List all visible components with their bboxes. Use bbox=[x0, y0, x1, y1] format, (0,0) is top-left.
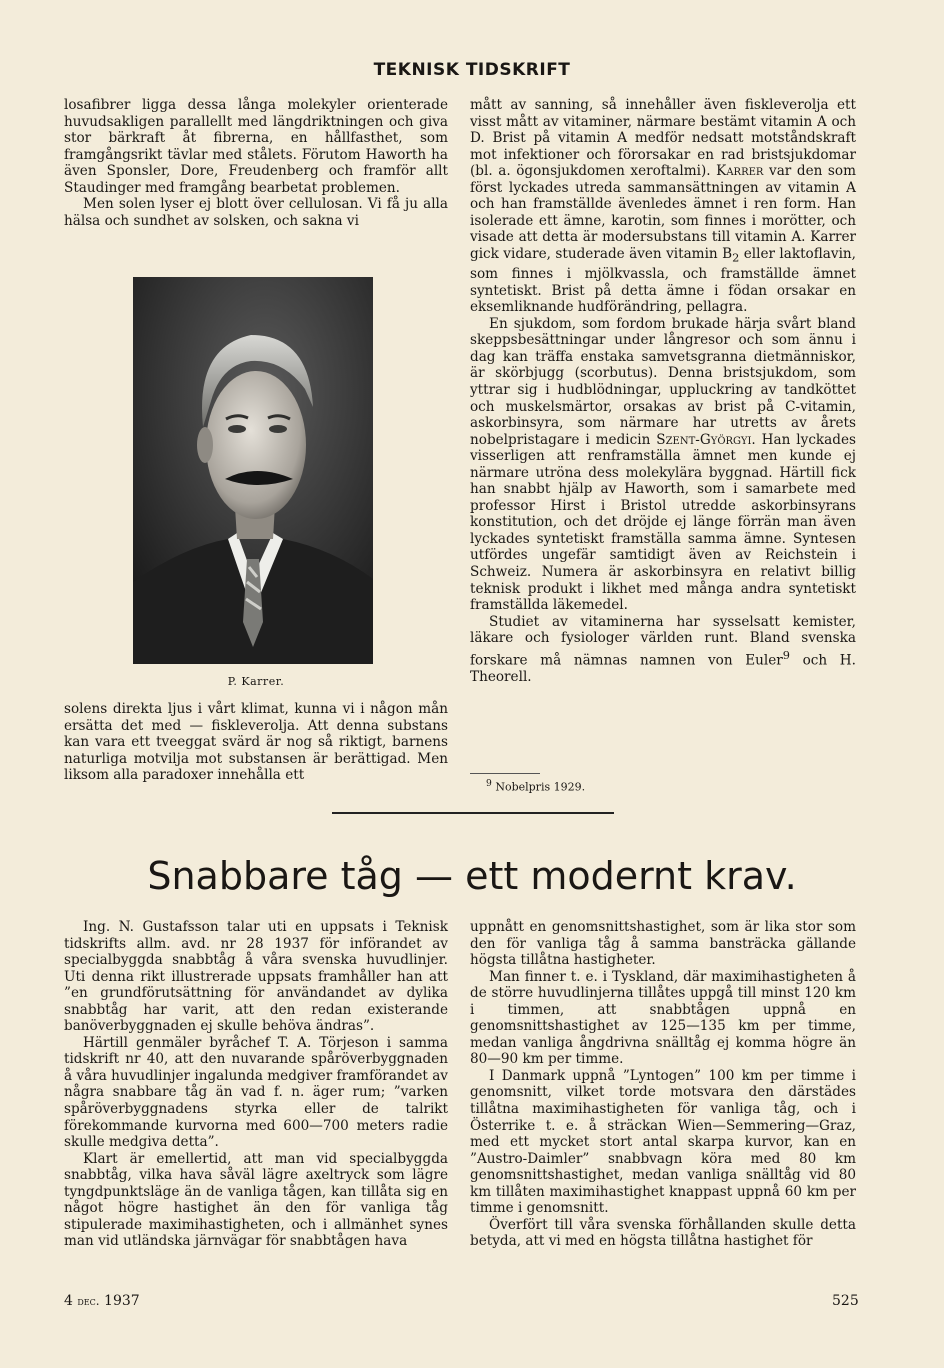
article-headline: Snabbare tåg — ett modernt krav. bbox=[147, 854, 797, 898]
portrait-photo bbox=[133, 277, 373, 664]
paragraph: Ing. N. Gustafsson talar uti en uppsats i Teknisk tidskrifts allm. avd. nr 28 1937 för införandet av specialbyggda snabbtåg å våra svenska huvudlinjer. Uti denna rikt illustrerade uppsats framhåller han att ”en grundförutsättning för användandet av dylika snabbtåg har varit, att den redan existerande banöverbyggnaden ej skulle behöva ändras”. bbox=[64, 919, 448, 1035]
paragraph: losafibrer ligga dessa långa molekyler orienterade huvudsakligen parallellt med längdriktningen och giva stor bärkraft åt fibrerna, en hållfasthet, som framgångsrikt tävlar med stålets. Förutom Haworth ha även Sponsler, Dore, Freudenberg och framför allt Staudinger med framgång bearbetat problemen. bbox=[64, 97, 448, 196]
paragraph: Man finner t. e. i Tyskland, där maximihastigheten å de större huvudlinjerna tillåtes uppgå till minst 120 km i timmen, att snabbtågen uppnå en genomsnittshastighet av 125—135 km per timme, medan vanliga ångdrivna snälltåg ej komma högre än 80—90 km per timme. bbox=[470, 968, 856, 1068]
issue-date: 4 dec. 1937 bbox=[64, 1293, 140, 1309]
paragraph: uppnått en genomsnittshastighet, som är lika stor som den för vanliga tåg å samma bansträcka gällande högsta tillåtna hastigheter. bbox=[470, 919, 856, 969]
paragraph: Överfört till våra svenska förhållanden skulle detta betyda, att vi med en högsta tillåtna hastighet för bbox=[470, 1216, 856, 1250]
name-karrer: Karrer bbox=[716, 163, 764, 180]
section-divider bbox=[332, 812, 614, 814]
paragraph: mått av sanning, så innehåller även fiskleverolja ett visst mått av vitaminer, närmare bestämt vitamin A och D. Brist på vitamin A medför nedsatt motståndskraft mot infektioner och förorsakar en rad bristsjukdomar (bl. a. ögonsjukdomen xeroftalmi). Karrer var den som först lyckades utreda sammansättningen av vitamin A och han framställde ävenledes ämnet i ren form. Han isolerade ett ämne, karotin, som finnes i morötter, och visade att detta är modersubstans till vitamin A. Karrer gick vidare, studerade även vitamin $B_2$ eller laktoflavin, som finnes i mjölkvassla, och framställde ämnet syntetiskt. Brist på detta ämne i födan orsakar en eksemliknande hudförändring, pellagra. bbox=[470, 97, 856, 316]
paragraph: Men solen lyser ej blott över cellulosan. Vi få ju alla hälsa och sundhet av solsken, och sakna vi bbox=[64, 196, 448, 229]
footnote-rule bbox=[470, 773, 540, 774]
footnote-ref: 9 bbox=[782, 647, 790, 662]
footnote: $^9$ Nobelpris 1929. bbox=[486, 778, 586, 794]
name-szent-gyorgyi: Szent-Györgyi bbox=[656, 431, 752, 448]
right-column bbox=[470, 97, 856, 685]
journal-header: TEKNISK TIDSKRIFT bbox=[373, 60, 571, 80]
bottom-left-column bbox=[64, 701, 448, 784]
top-left-column bbox=[64, 97, 448, 229]
paragraph: Härtill genmäler byråchef T. A. Törjeson i samma tidskrift nr 40, att den nuvarande spåröverbyggnaden å våra huvudlinjer ingalunda medgiver framförandet av några snabbare tåg än vad f. n. äger rum; ”varken spåröverbyggnadens styrka eller de talrikt förekommande kurvorna med 600—700 meters radie skulle medgiva detta”. bbox=[64, 1034, 448, 1151]
paragraph: En sjukdom, som fordom brukade härja svårt bland skeppsbesättningar under långresor och som ännu i dag kan träffa enstaka samvetsgranna dietmänniskor, är skörbjugg (scorbutus). Denna bristsjukdom, som yttrar sig i hudblödningar, uppluckring av tandköttet och muskelsmärtor, orsakas av brist på C-vitamin, askorbinsyra, som närmare har utretts av årets nobelpristagare i medicin Szent-Györgyi. Han lyckades visserligen att renframställa ämnet men kunde ej närmare utröna dess molekylära byggnad. Härtill fick han snabbt hjälp av Haworth, som i samarbete med professor Hirst i Bristol utredde askorbinsyrans konstitution, och det dröjde ej länge förrän man även lyckades syntetiskt framställa samma ämne. Syntesen utfördes ungefär samtidigt även av Reichstein i Schweiz. Numera är askorbinsyra en relativt billig teknisk produkt i likhet med många andra syntetiskt framställda läkemedel. bbox=[470, 315, 856, 614]
photo-caption: P. Karrer. bbox=[227, 675, 285, 688]
article-left-column bbox=[64, 919, 448, 1250]
paragraph: solens direkta ljus i vårt klimat, kunna vi i någon mån ersätta det med — fiskleverolja. Att denna substans kan vara ett tveeggat svärd är nog så riktigt, barnens naturliga motvilja mot substansen är berättigad. Men liksom alla paradoxer innehålla ett bbox=[64, 701, 448, 784]
article-right-column bbox=[470, 919, 856, 1250]
paragraph: Studiet av vitaminerna har sysselsatt kemister, läkare och fysiologer världen runt. Bland svenska forskare må nämnas namnen von Euler$^9$ och H. Theorell. bbox=[470, 613, 856, 685]
portrait-image bbox=[133, 277, 373, 664]
page-number: 525 bbox=[832, 1293, 859, 1309]
paragraph: Klart är emellertid, att man vid specialbyggda snabbtåg, vilka hava såväl lägre axeltryck som lägre tyngdpunktsläge än de vanliga tågen, kan tillåta sig en något högre hastighet än den för vanliga tåg stipulerade maximihastigheten, och i allmänhet synes man vid utländska järnvägar för snabbtågen hava bbox=[64, 1150, 448, 1250]
paragraph: I Danmark uppnå ”Lyntogen” 100 km per timme i genomsnitt, vilket torde motsvara den därstädes tillåtna maximihastigheten för vanliga tåg, och i Österrike t. e. å sträckan Wien—Semmering—Graz, med ett mycket stort antal skarpa kurvor, kan en ”Austro-Daimler” snabbvagn köra med 80 km genomsnittshastighet, medan vanliga snälltåg vid 80 km tillåten maximihastighet knappast uppnå 60 km per timme i genomsnitt. bbox=[470, 1067, 856, 1217]
